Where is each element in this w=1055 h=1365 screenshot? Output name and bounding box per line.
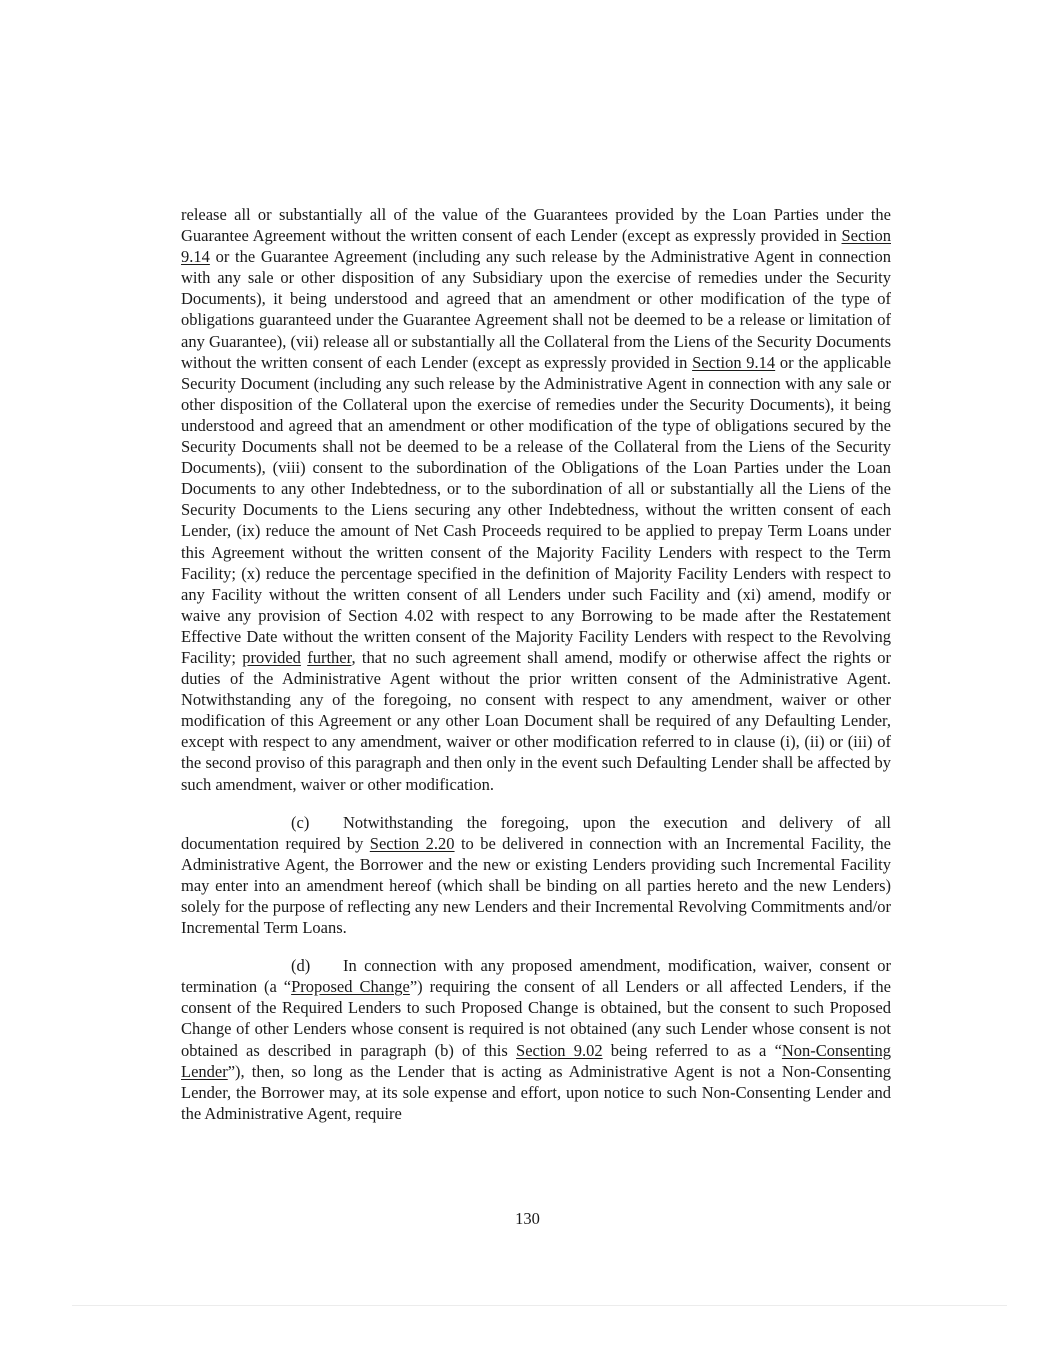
paragraph-d [181,955,891,1124]
text-run: to be delivered in connection with an Incremental Facility, the Administrative Agent, the Borrower and the new or existing Lenders providing such Incremental Facility may enter into an amendment hereof (which shall be binding on all parties hereto and the new Lenders) solely for the purpose of reflecting any new Lenders and their Incremental Revolving Commitments and/or Incremental Term Loans. [181,833,891,938]
text-run: being referred to as a “ [602,1040,782,1060]
paragraph-c [181,812,891,939]
section-reference: Section 9.14 [692,352,776,372]
clause-label: (d) [291,956,311,976]
text-run: release all or substantially all of the value of the Guarantees provided by the Loan Parties under the Guarantee Agreement without the written consent of each Lender (except as expressly provided in [181,205,891,246]
text-run: In connection with any proposed amendment, modification, waiver, consent or termination (a “ [181,956,891,997]
section-reference: Section 9.14 [181,226,891,267]
text-run: ”), then, so long as the Lender that is acting as Administrative Agent is not a Non-Consenting Lender, the Borrower may, at its sole expense and effort, upon notice to such Non-Consenting Lender and the Administrative Agent, require [181,1061,891,1123]
defined-term: Proposed Change [291,977,410,997]
defined-term: Non-Consenting Lender [181,1040,891,1081]
clause-label: (c) [291,812,310,832]
page-bottom-divider [72,1305,1007,1306]
text-run: ”) requiring the consent of all Lenders or all affected Lenders, if the consent of the Required Lenders to such Proposed Change is obtained, but the consent to such Proposed Change of other Lenders whose consent is required is not obtained (any such Lender whose consent is not obtained as described in paragraph (b) of this [181,977,891,1060]
section-reference: Section 9.02 [516,1040,603,1060]
document-body [181,204,891,1141]
text-run: Notwithstanding the foregoing, upon the execution and delivery of all documentation required by [181,812,891,853]
text-run: or the applicable Security Document (including any such release by the Administrative Agent in connection with any sale or other disposition of the Collateral upon the exercise of remedies under the Security Documents), it being understood and agreed that an amendment or other modification of the type of obligations secured by the Security Documents shall not be deemed to be a release of the Collateral from the Liens of the Security Documents), (viii) consent to the subordination of the Obligations of the Loan Parties under the Loan Documents to any other Indebtedness, or to the subordination of all or substantially all the Liens of the Security Documents to the Liens securing any other Indebtedness, without the written consent of each Lender, (ix) reduce the amount of Net Cash Proceeds required to be applied to prepay Term Loans under this Agreement without the written consent of the Majority Facility Lenders with respect to the Term Facility; (x) reduce the percentage specified in the definition of Majority Facility Lenders with respect to any Facility without the written consent of all Lenders under such Facility and (xi) amend, modify or waive any provision of Section 4.02 with respect to any Borrowing to be made after the Restatement Effective Date without the written consent of the Majority Facility Lenders with respect to the Revolving Facility; [181,352,892,667]
text-run: or the Guarantee Agreement (including any such release by the Administrative Agent in connection with any sale or other disposition of any Subsidiary upon the exercise of remedies under the Security Documents), it being understood and agreed that an amendment or other modification of the type of obligations guaranteed under the Guarantee Agreement shall not be deemed to be a release or limitation of any Guarantee), (vii) release all or substantially all the Collateral from the Liens of the Security Documents without the written consent of each Lender (except as expressly provided in [181,247,891,372]
paragraph-continued [181,204,891,795]
emphasis-term: further [307,647,352,667]
section-reference: Section 2.20 [369,833,455,853]
emphasis-term: provided [242,647,301,667]
page-number: 130 [515,1209,540,1228]
text-run: , that no such agreement shall amend, modify or otherwise affect the rights or duties of the Administrative Agent without the prior written consent of the Administrative Agent. Notwithstanding any of the foregoing, no consent with respect to any amendment, waiver or other modification of this Agreement or any other Loan Document shall be required of any Defaulting Lender, except with respect to any amendment, waiver or other modification referred to in clause (i), (ii) or (iii) of the second proviso of this paragraph and then only in the event such Defaulting Lender shall be affected by such amendment, waiver or other modification. [181,647,892,794]
